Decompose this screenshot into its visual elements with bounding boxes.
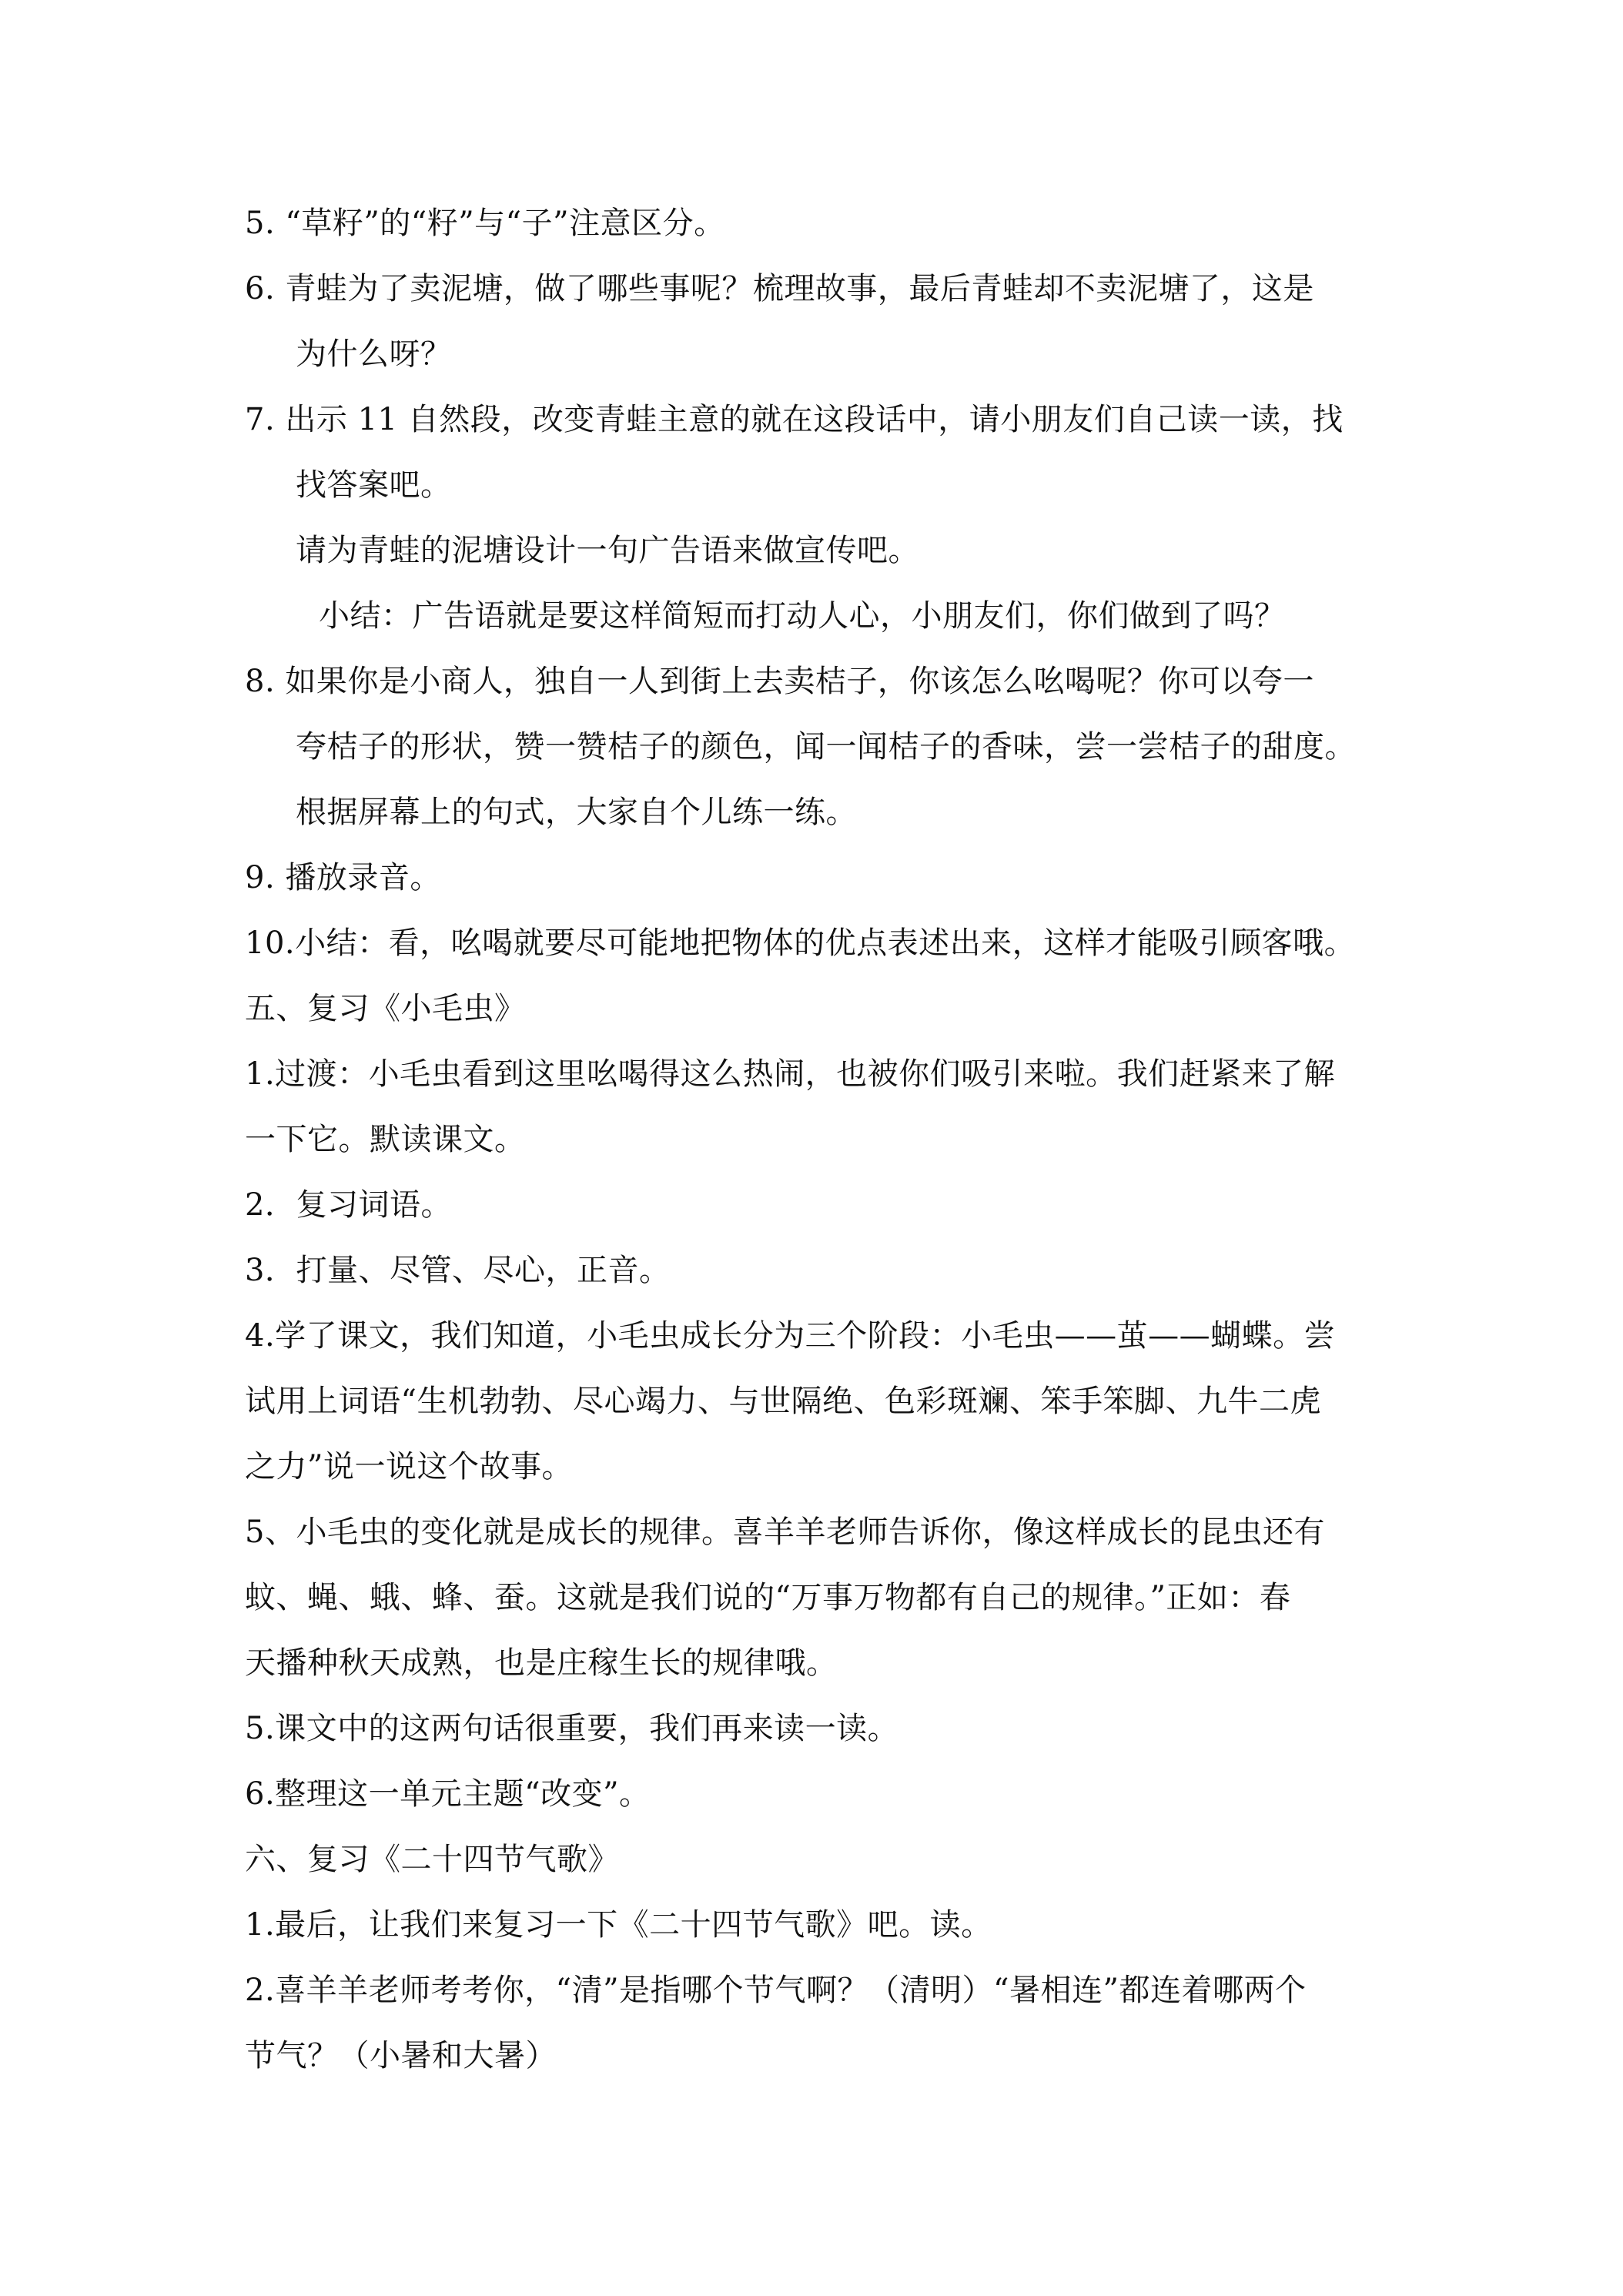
text-line-21: 5、小毛虫的变化就是成长的规律。喜羊羊老师告诉你，像这样成长的昆虫还有 xyxy=(245,1514,1325,1550)
text-line-9: 夸桔子的形状，赞一赞桔子的颜色，闻一闻桔子的香味，尝一尝桔子的甜度。 xyxy=(296,729,1356,765)
text-line-17: 3．打量、尽管、尽心，正音。 xyxy=(245,1253,671,1288)
text-line-24: 5.课文中的这两句话很重要，我们再来读一读。 xyxy=(245,1711,899,1746)
section-heading-6: 六、复习《二十四节气歌》 xyxy=(245,1842,619,1877)
text-line-23: 天播种秋天成熟，也是庄稼生长的规律哦。 xyxy=(245,1645,838,1681)
text-line-27: 1.最后，让我们来复习一下《二十四节气歌》吧。读。 xyxy=(245,1907,992,1943)
text-line-1: 5. “草籽”的“籽”与“子”注意区分。 xyxy=(245,206,725,241)
text-line-15: 一下它。默读课文。 xyxy=(245,1122,526,1157)
text-line-2: 6. 青蛙为了卖泥塘，做了哪些事呢？梳理故事，最后青蛙却不卖泥塘了，这是 xyxy=(245,271,1314,306)
text-line-25: 6.整理这一单元主题“改变”。 xyxy=(245,1776,651,1812)
text-line-8: 8. 如果你是小商人，独自一人到街上去卖桔子，你该怎么吆喝呢？你可以夸一 xyxy=(245,664,1314,699)
text-line-4: 7. 出示 11 自然段，改变青蛙主意的就在这段话中，请小朋友们自己读一读，找 xyxy=(245,402,1344,437)
text-line-10: 根据屏幕上的句式，大家自个儿练一练。 xyxy=(296,795,857,830)
text-line-12: 10.小结：看，吆喝就要尽可能地把物体的优点表述出来，这样才能吸引顾客哦。 xyxy=(245,925,1356,961)
text-line-14: 1.过渡：小毛虫看到这里吆喝得这么热闹，也被你们吸引来啦。我们赶紧来了解 xyxy=(245,1056,1336,1092)
text-line-11: 9. 播放录音。 xyxy=(245,860,441,895)
text-line-19: 试用上词语“生机勃勃、尽心竭力、与世隔绝、色彩斑斓、笨手笨脚、九牛二虎 xyxy=(245,1384,1321,1419)
text-line-22: 蚊、蝇、蛾、蜂、蚕。这就是我们说的“万事万物都有自己的规律。”正如：春 xyxy=(245,1580,1291,1615)
text-line-20: 之力”说一说这个故事。 xyxy=(245,1449,573,1484)
text-line-7: 小结：广告语就是要这样简短而打动人心，小朋友们，你们做到了吗？ xyxy=(319,598,1286,634)
text-line-29: 节气？（小暑和大暑） xyxy=(245,2038,557,2073)
text-line-18: 4.学了课文，我们知道，小毛虫成长分为三个阶段：小毛虫——茧——蝴蝶。尝 xyxy=(245,1318,1336,1354)
text-line-6: 请为青蛙的泥塘设计一句广告语来做宣传吧。 xyxy=(296,533,919,568)
text-line-3: 为什么呀？ xyxy=(296,336,452,372)
section-heading-5: 五、复习《小毛虫》 xyxy=(245,991,526,1026)
text-line-16: 2．复习词语。 xyxy=(245,1187,452,1223)
text-line-28: 2.喜羊羊老师考考你，“清”是指哪个节气啊？（清明）“暑相连”都连着哪两个 xyxy=(245,1973,1307,2008)
text-line-5: 找答案吧。 xyxy=(296,467,452,503)
